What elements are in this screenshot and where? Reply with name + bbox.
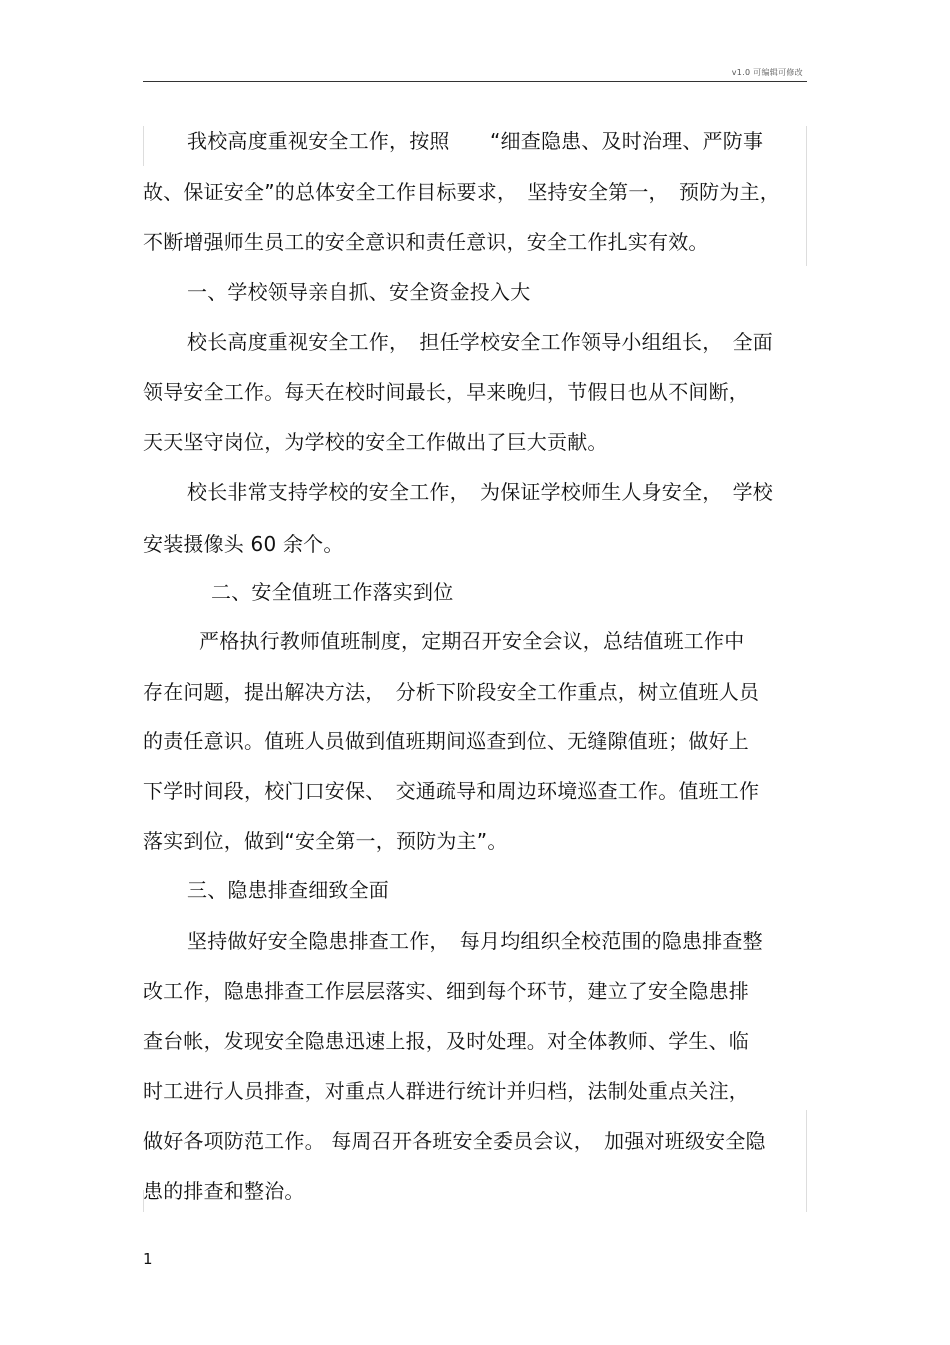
body-line: 故、保证安全”的总体安全工作目标要求， 坚持安全第一， 预防为主， — [143, 180, 780, 204]
section-heading: 一、学校领导亲自抓、安全资金投入大 — [187, 280, 531, 304]
section-heading: 二、安全值班工作落实到位 — [211, 580, 454, 604]
body-line: 不断增强师生员工的安全意识和责任意识，安全工作扎实有效。 — [143, 230, 709, 254]
body-line: 查台帐，发现安全隐患迅速上报，及时处理。对全体教师、学生、临 — [143, 1029, 749, 1053]
body-line: 校长非常支持学校的安全工作， 为保证学校师生人身安全， 学校 — [187, 480, 773, 504]
document-body — [143, 0, 807, 1345]
page-header-note: v1.0 可编辑可修改 — [731, 68, 803, 77]
body-line: 落实到位，做到“安全第一，预防为主”。 — [143, 829, 508, 853]
body-line: 我校高度重视安全工作，按照 “细查隐患、及时治理、严防事 — [187, 129, 764, 153]
body-line: 下学时间段，校门口安保、 交通疏导和周边环境巡查工作。值班工作 — [143, 779, 760, 803]
body-line: 严格执行教师值班制度，定期召开安全会议，总结值班工作中 — [199, 629, 745, 653]
section-heading: 三、隐患排查细致全面 — [187, 878, 389, 902]
body-line: 天天坚守岗位，为学校的安全工作做出了巨大贡献。 — [143, 430, 608, 454]
body-line: 校长高度重视安全工作， 担任学校安全工作领导小组组长， 全面 — [187, 330, 773, 354]
body-line: 做好各项防范工作。 每周召开各班安全委员会议， 加强对班级安全隐 — [143, 1129, 766, 1153]
body-line: 坚持做好安全隐患排查工作， 每月均组织全校范围的隐患排查整 — [187, 929, 763, 953]
body-line: 领导安全工作。每天在校时间最长，早来晚归，节假日也从不间断， — [143, 380, 749, 404]
body-line: 改工作，隐患排查工作层层落实、细到每个环节，建立了安全隐患排 — [143, 979, 749, 1003]
body-line: 安装摄像头 60 余个。 — [143, 532, 344, 556]
body-line: 存在问题，提出解决方法， 分析下阶段安全工作重点，树立值班人员 — [143, 680, 760, 704]
body-line: 患的排查和整治。 — [143, 1179, 305, 1203]
body-line: 时工进行人员排查，对重点人群进行统计并归档，法制处重点关注， — [143, 1079, 749, 1103]
page-number: 1 — [143, 1250, 153, 1268]
body-line: 的责任意识。值班人员做到值班期间巡查到位、无缝隙值班；做好上 — [143, 729, 749, 753]
